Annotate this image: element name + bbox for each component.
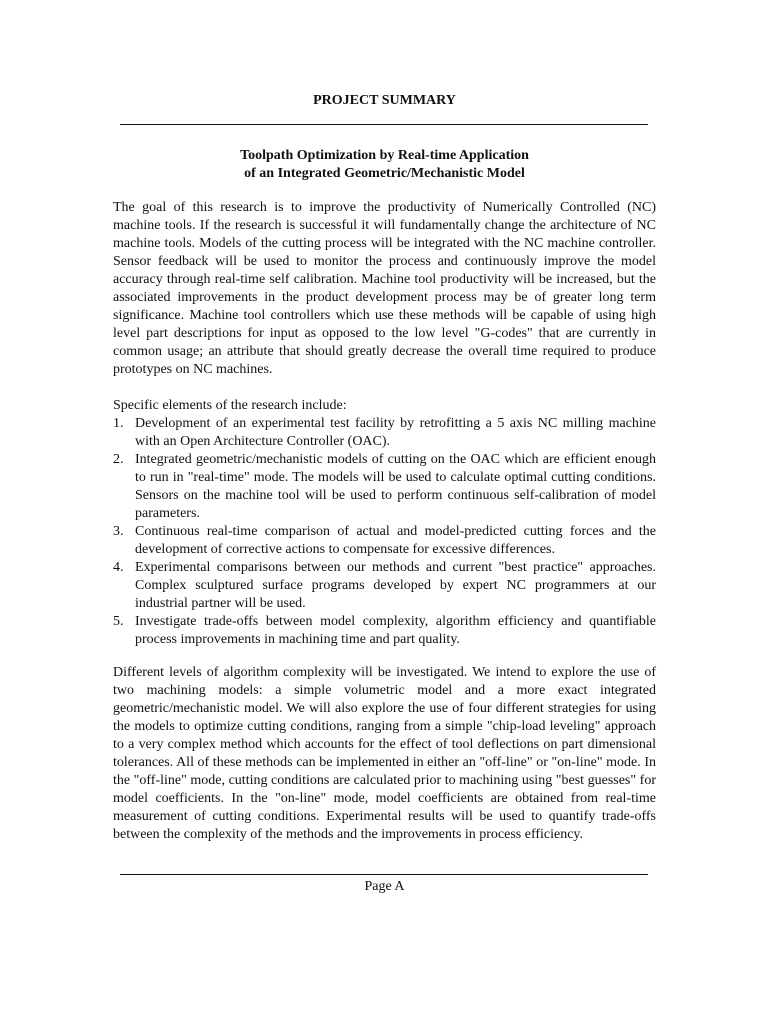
list-item: [113, 613, 656, 649]
list-item-number: 1.: [113, 416, 124, 431]
list-item-text: Experimental comparisons between our methods and current "best practice" approaches. Complex sculptured surface programs developed by expert NC programmers at our industrial partner will be used.: [135, 560, 656, 611]
list-item-text: Development of an experimental test facility by retrofitting a 5 axis NC milling machine with an Open Architecture Controller (OAC).: [135, 416, 656, 449]
list-item-text: Integrated geometric/mechanistic models of cutting on the OAC which are efficient enough to run in "real-time" mode. The models will be used to calculate optimal cutting conditions. Sensors on the machine tool will be used to perform continuous self-calibration of model parameters.: [135, 452, 656, 521]
page-heading: PROJECT SUMMARY: [313, 93, 456, 108]
list-item: [113, 523, 656, 559]
top-divider: [120, 124, 648, 125]
list-item-number: 2.: [113, 452, 124, 467]
bottom-divider: [120, 874, 648, 875]
list-item: [113, 559, 656, 613]
list-item: [113, 451, 656, 523]
complexity-paragraph: Different levels of algorithm complexity will be investigated. We intend to explore the use of two machining models: a simple volumetric model and a more exact integrated geometric/mechanistic model. We will also explore the use of four different strategies for using the models to optimize cutting conditions, ranging from a simple "chip-load leveling" approach to a very complex method which accounts for the effect of tool deflections on part dimensional tolerances. All of these methods can be implemented in either an "off-line" or "on-line" mode. In the "off-line" mode, cutting conditions are calculated prior to machining using "best guesses" for model coefficients. In the "on-line" mode, model coefficients are obtained from real-time measurement of cutting conditions. Experimental results will be used to quantify trade-offs between the complexity of the methods and the improvements in process efficiency.: [113, 665, 656, 842]
document-title: [113, 147, 656, 183]
list-item-text: Continuous real-time comparison of actual and model-predicted cutting forces and the development of corrective actions to compensate for excessive differences.: [135, 524, 656, 557]
title-line-1: Toolpath Optimization by Real-time Application: [240, 148, 529, 163]
page-number: Page A: [364, 879, 405, 894]
list-item-number: 4.: [113, 560, 124, 575]
list-intro: Specific elements of the research include:: [113, 398, 347, 413]
page-header: [113, 88, 656, 109]
list-item: [113, 415, 656, 451]
research-elements-list: [113, 415, 656, 649]
goal-paragraph: The goal of this research is to improve the productivity of Numerically Controlled (NC) machine tools. If the research is successful it will fundamentally change the architecture of NC machine tools. Models of the cutting process will be integrated with the NC machine controller. Sensor feedback will be used to monitor the process and continuously improve the model accuracy through real-time self calibration. Machine tool productivity will be increased, but the associated improvements in the product development process may be of greater long term significance. Machine tool controllers which use these methods will be capable of using high level part descriptions for input as opposed to the low level "G-codes" that are currently in common usage; an attribute that should greatly decrease the overall time required to produce prototypes on NC machines.: [113, 200, 656, 377]
title-line-2: of an Integrated Geometric/Mechanistic Model: [244, 166, 525, 181]
list-item-text: Investigate trade-offs between model complexity, algorithm efficiency and quantifiable process improvements in machining time and part quality.: [135, 614, 656, 647]
list-item-number: 3.: [113, 524, 124, 539]
list-item-number: 5.: [113, 614, 124, 629]
